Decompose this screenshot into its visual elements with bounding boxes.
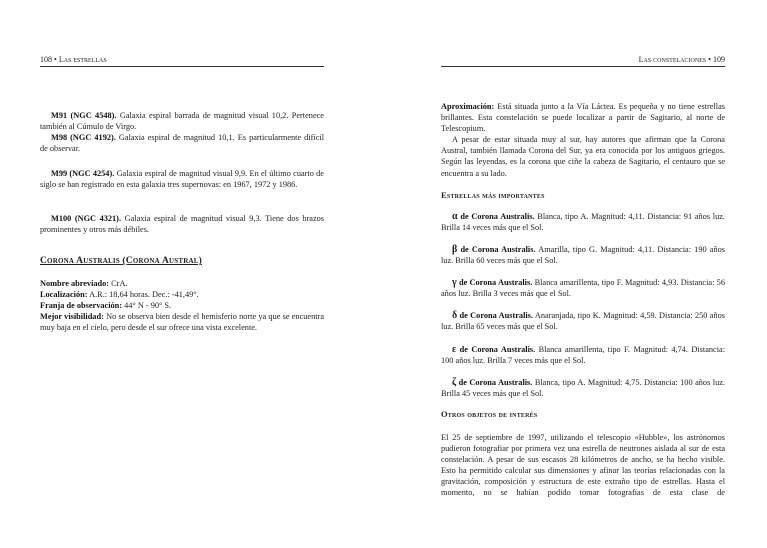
fact-observation-band (40, 300, 324, 311)
left-running-head (40, 55, 324, 65)
stars-heading: Estrellas más importantes (441, 190, 545, 200)
messier-entries-a (40, 110, 324, 154)
star-alpha (441, 211, 725, 233)
stars-heading-wrap (441, 190, 725, 201)
entry-text: Galaxia espiral de magnitud 10,1. Es particularmente difícil de observar. (40, 133, 324, 154)
star-text: Blanca amarillenta, tipo F. Magnitud: 4,93. Distancia: 56 años luz. Brilla 3 veces más que el Sol. (441, 278, 725, 299)
header-rule (40, 66, 324, 67)
fact-best-visibility (40, 311, 324, 333)
fact-label: Mejor visibilidad: (40, 312, 104, 322)
others-heading: Otros objetos de interés (441, 409, 538, 419)
entry-text: Galaxia espiral de magnitud visual 9,9. En el último cuarto de siglo se han registrado en esta galaxia tres supernovas: en 1967, 1972 y 1986. (40, 169, 324, 190)
entry-text: Galaxia espiral de magnitud visual 9,3. Tiene dos brazos prominentes y otros más débiles. (40, 214, 325, 235)
fact-text: CrA. (111, 279, 128, 288)
others-block (441, 432, 725, 499)
messier-entries-b (40, 168, 324, 190)
fact-label: Nombre abreviado: (40, 279, 110, 288)
star-text: Blanca amarillenta, tipo F. Magnitud: 4,74. Distancia: 100 años luz. Brilla 7 veces más que el Sol. (441, 345, 726, 366)
approach-paragraph (441, 101, 725, 134)
entry-label: M100 (NGC 4321). (51, 214, 122, 223)
fact-text: No se observa bien desde el hemisferio norte ya que se encuentra muy baja en el cielo, pero desde el sur ofrece una vista excelente. (40, 312, 325, 333)
star-text: Blanca, tipo A. Magnitud: 4,11. Distancia: 91 años luz. Brilla 14 veces más que el Sol. (441, 212, 725, 233)
star-label: de Corona Australis. (459, 311, 533, 320)
star-delta (441, 310, 725, 332)
left-page-number: 108 (40, 55, 52, 64)
star-text: Blanca, tipo A. Magnitud: 4,75. Distancia: 100 años luz. Brilla 45 veces más que el Sol. (441, 378, 725, 399)
entry-m91 (40, 110, 324, 132)
entry-m100 (40, 213, 324, 235)
entry-label: M99 (NGC 4254). (51, 169, 115, 178)
entry-m99 (40, 168, 324, 190)
separator-bullet: • (708, 55, 711, 64)
approach-label: Aproximación: (441, 102, 495, 111)
star-zeta (441, 377, 725, 399)
fact-abbreviation (40, 278, 324, 289)
approach-block (441, 101, 725, 179)
separator-bullet: • (54, 55, 57, 64)
header-rule (441, 66, 725, 67)
right-page-number: 109 (713, 55, 725, 64)
star-epsilon (441, 344, 725, 366)
right-running-head (441, 55, 725, 65)
others-heading-wrap (441, 409, 725, 420)
star-text: Amarilla, tipo G. Magnitud: 4,11. Distancia: 190 años luz. Brilla 60 veces más que el Sol. (441, 245, 725, 266)
entry-m98 (40, 132, 324, 154)
constellation-facts (40, 278, 324, 333)
star-beta (441, 244, 725, 266)
entry-text: Galaxia espiral barrada de magnitud visual 10,2. Pertenece también al Cúmulo de Virgo. (40, 111, 324, 132)
star-label: de Corona Australis. (459, 345, 536, 354)
greek-letter-gamma: γ (452, 277, 457, 288)
fact-text: 44° N - 90° S. (124, 301, 172, 311)
messier-entries-c (40, 213, 324, 235)
greek-letter-epsilon: ε (452, 344, 457, 355)
star-label: de Corona Australis. (460, 245, 536, 254)
greek-letter-beta: β (452, 244, 458, 255)
star-label: de Corona Australis. (458, 378, 533, 387)
entry-label: M98 (NGC 4192). (51, 133, 116, 143)
fact-text: A.R.: 18,64 horas. Dec.: -41,49°. (89, 290, 199, 300)
history-paragraph: A pesar de estar situada muy al sur, hay autores que afirman que la Corona Austral, también llamada Corona del Sur, ya era conocida por los antiguos griegos. Según las leyendas, es la corona que ciñe la cabeza de Sagitario, el centauro que se encuentra a su lado. (441, 135, 725, 178)
entry-label: M91 (NGC 4548). (51, 111, 117, 120)
star-text: Anaranjada, tipo K. Magnitud: 4,59. Distancia: 250 años luz. Brilla 65 veces más que el Sol. (441, 311, 725, 332)
star-gamma (441, 277, 725, 299)
section-title-wrap (40, 255, 324, 267)
fact-location (40, 289, 324, 300)
others-paragraph: El 25 de septiembre de 1997, utilizando el telescopio «Hubble», los astrónomos pudieron fotografiar por primera vez una estrella de neutrones aislada al sur de esta constelación. A pesar de sus escasos 28 kilómetros de ancho, se ha hecho visible. Esto ha permitido calcular sus dimensiones y afinar las teorías relacionadas con la gravitación, composición y estructura de este extraño tipo de estrellas. Hasta el momento, no se habían podido tomar fotografías de esta clase de (441, 433, 725, 498)
greek-letter-delta: δ (452, 310, 458, 321)
fact-label: Localización: (40, 290, 88, 300)
star-label: de Corona Australis. (460, 212, 535, 221)
greek-letter-alpha: α (452, 211, 458, 222)
star-label: de Corona Australis. (458, 278, 533, 287)
fact-label: Franja de observación: (40, 301, 123, 311)
right-running-title: Las constelaciones (638, 55, 707, 64)
section-title: Corona Australis (Corona Austral) (40, 256, 202, 266)
greek-letter-zeta: ζ (452, 377, 457, 388)
approach-text: Está situada junto a la Vía Láctea. Es pequeña y no tiene estrellas brillantes. Esta constelación se puede localizar a partir de Sagitario, al norte de Telescopium. (441, 102, 725, 134)
left-running-title: Las estrellas (58, 55, 107, 64)
